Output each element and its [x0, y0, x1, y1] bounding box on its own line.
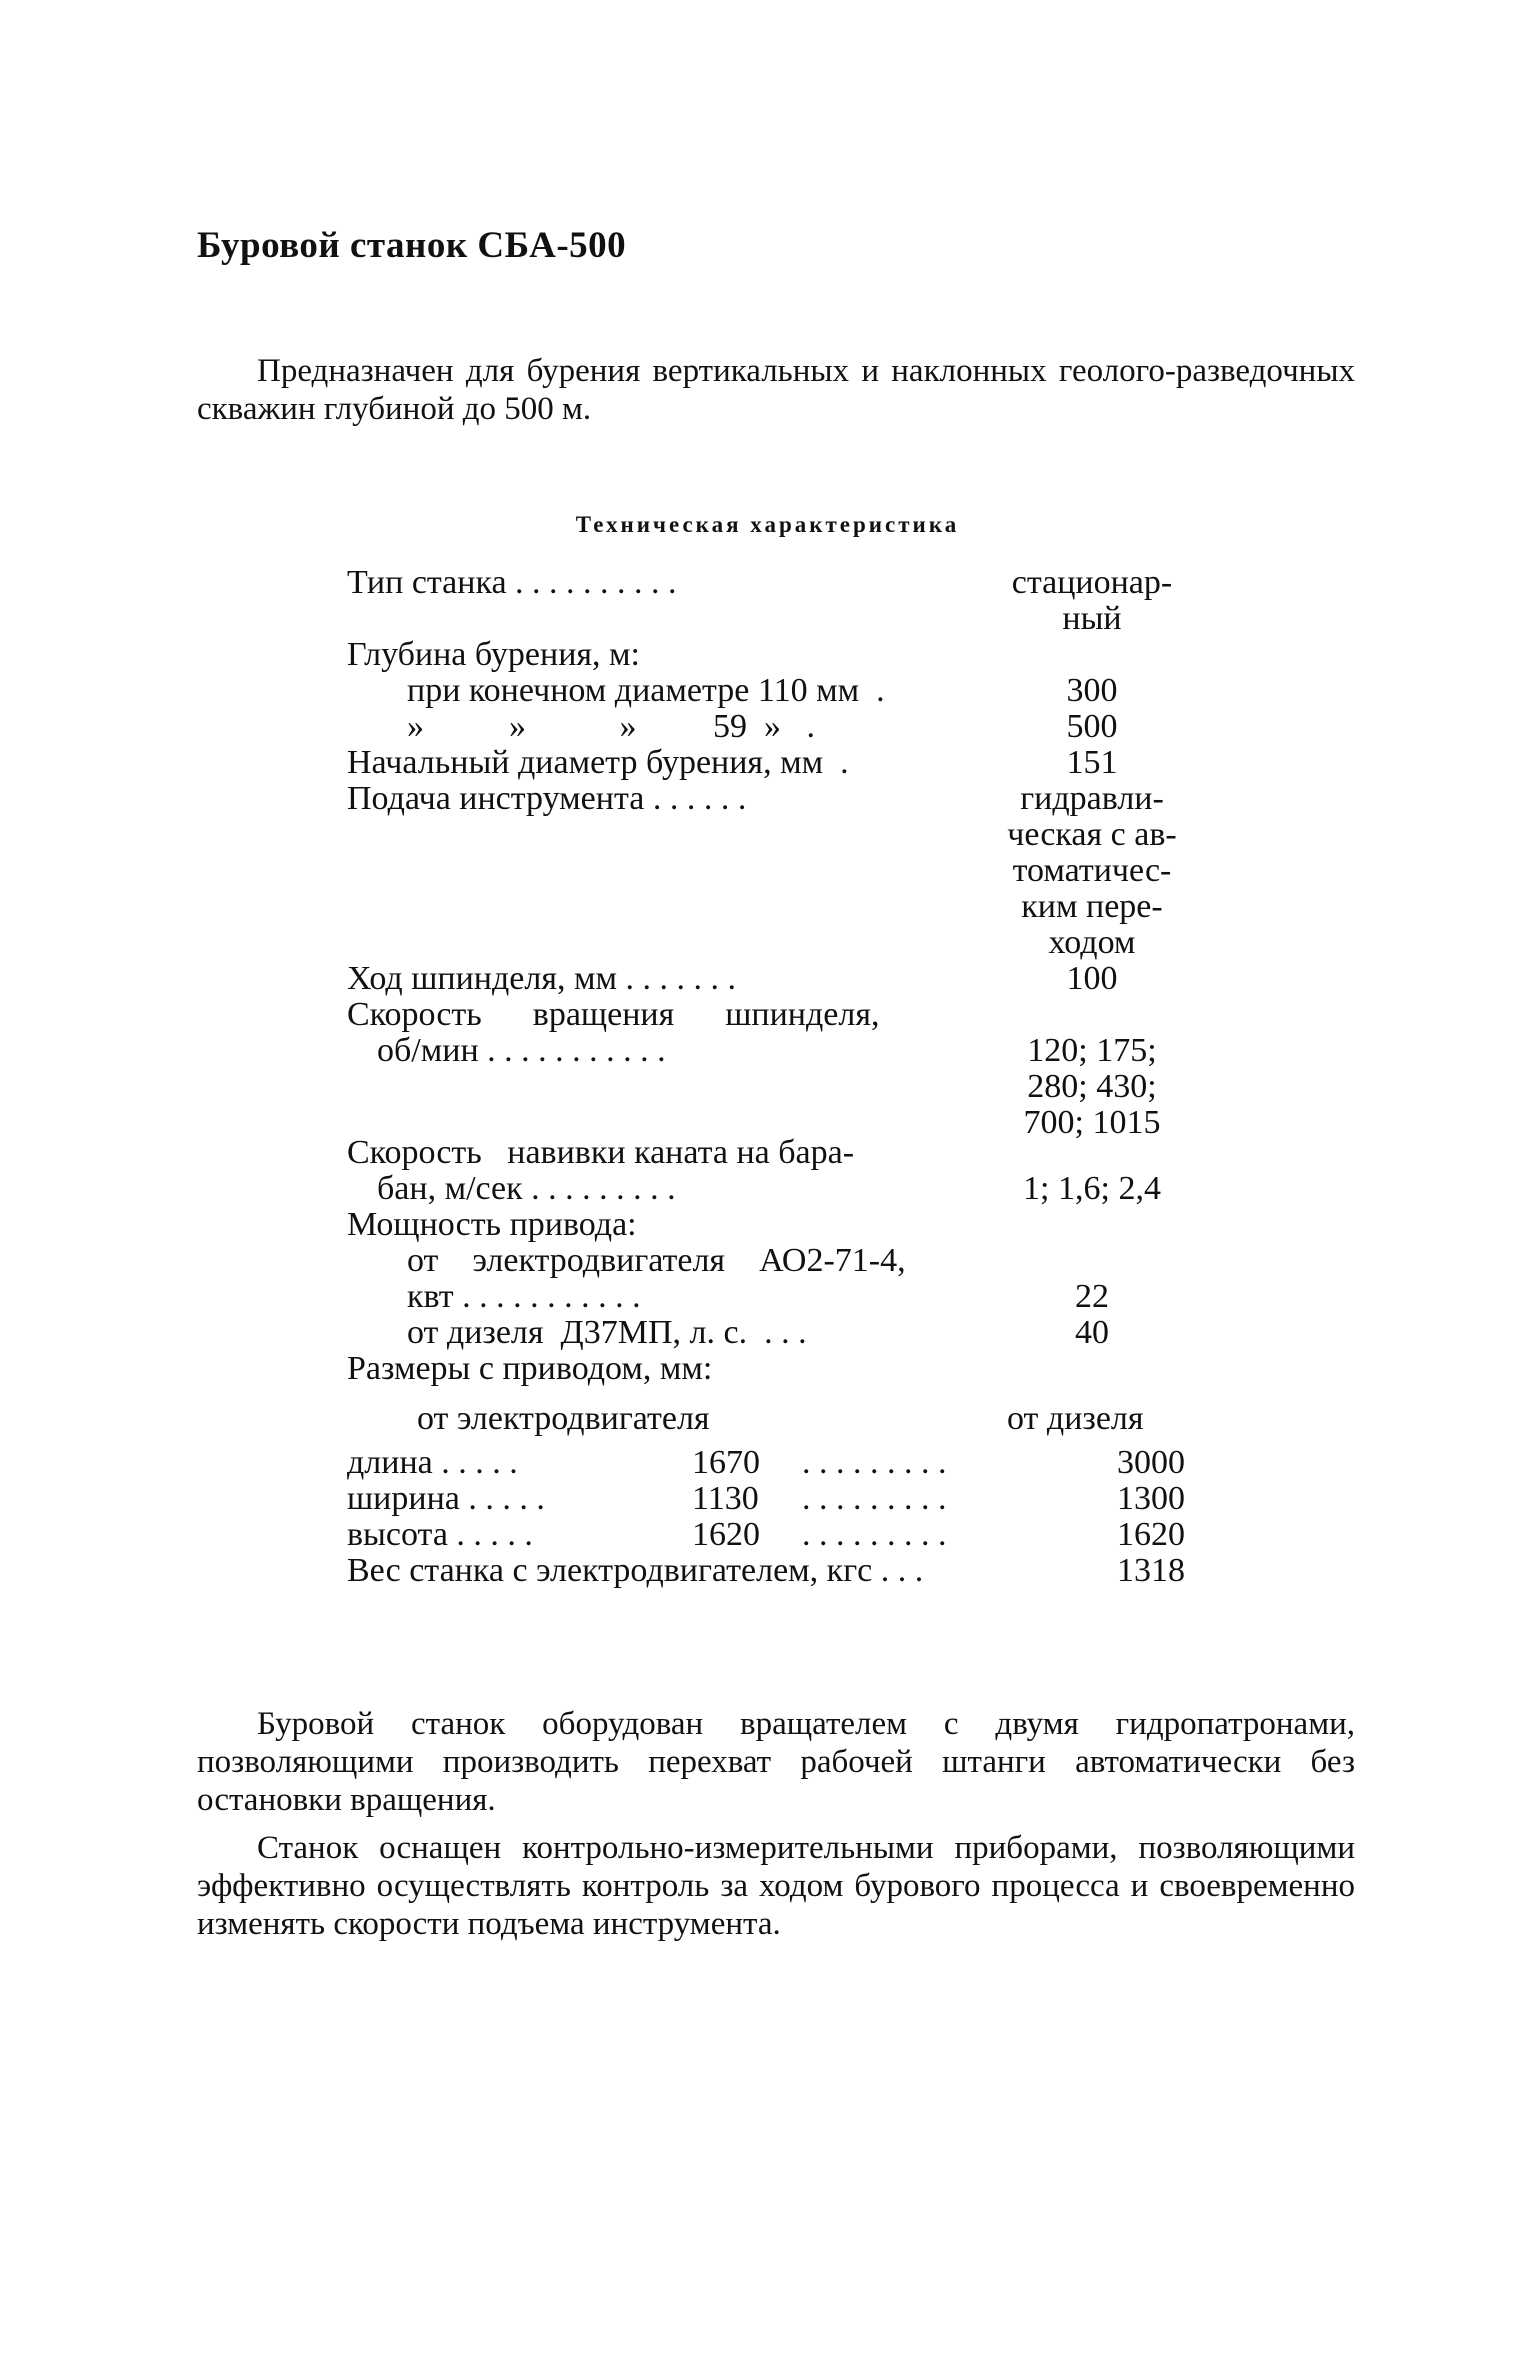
spec-label: от дизеля Д37МП, л. с. . . . — [407, 1314, 807, 1351]
spec-value: ческая с ав- — [1007, 816, 1177, 853]
dims-motor-value: 1670 — [692, 1444, 760, 1481]
spec-label: Ход шпинделя, мм . . . . . . . — [347, 960, 737, 997]
dims-diesel-value: 1620 — [1117, 1516, 1185, 1553]
spec-label: бан, м/сек . . . . . . . . . — [377, 1170, 676, 1207]
spec-label: об/мин . . . . . . . . . . . — [377, 1032, 666, 1069]
spec-value: 1; 1,6; 2,4 — [1023, 1170, 1161, 1207]
spec-value: 500 — [1066, 708, 1118, 745]
spec-row-power-motor-2 — [347, 1279, 1197, 1315]
spec-label: Тип станка . . . . . . . . . . — [347, 564, 677, 601]
dims-name: ширина . . . . . — [347, 1480, 545, 1517]
spec-label: квт . . . . . . . . . . . — [407, 1278, 641, 1315]
spec-value: ким пере- — [1021, 888, 1163, 925]
spec-value: 700; 1015 — [1023, 1104, 1161, 1141]
spec-label: Скорость вращения шпинделя, — [347, 996, 880, 1033]
spec-row-type — [347, 564, 1197, 637]
dims-name: длина . . . . . — [347, 1444, 518, 1481]
dims-col-motor: от электродвигателя — [417, 1400, 710, 1437]
spec-label: от электродвигателя АО2-71-4, — [407, 1242, 906, 1279]
spec-value: 151 — [1066, 744, 1118, 781]
dims-dots: . . . . . . . . . — [802, 1516, 947, 1553]
dims-header — [347, 1401, 1197, 1437]
spec-value: 100 — [1066, 960, 1118, 997]
spec-value: гидравли- — [1020, 780, 1164, 817]
spec-row-feed — [347, 780, 1197, 961]
spec-row-weight — [347, 1553, 1197, 1589]
spec-label: Глубина бурения, м: — [347, 636, 640, 673]
dims-diesel-value: 1300 — [1117, 1480, 1185, 1517]
spec-row-power — [347, 1207, 1197, 1243]
spec-label: Скорость навивки каната на бара- — [347, 1134, 855, 1171]
dims-motor-value: 1620 — [692, 1516, 760, 1553]
spec-row-dims — [347, 1351, 1197, 1387]
spec-label: » » » 59 » . — [407, 708, 815, 745]
spec-row-initial-diameter — [347, 745, 1197, 781]
body-paragraph-1: Буровой станок оборудован вращателем с двумя гидропатронами, позволяющими производить перехват рабочей штанги автоматически без остановки вращения. — [197, 1706, 1355, 1818]
dims-name: высота . . . . . — [347, 1516, 533, 1553]
spec-value: 280; 430; — [1027, 1068, 1157, 1105]
spec-row-speed — [347, 997, 1197, 1033]
spec-value: томатичес- — [1012, 852, 1172, 889]
spec-label: Вес станка с электродвигателем, кгс . . . — [347, 1552, 924, 1589]
dims-dots: . . . . . . . . . — [802, 1480, 947, 1517]
spec-value: ный — [1062, 600, 1122, 637]
spec-row-depth-59 — [347, 709, 1197, 745]
dims-row-length — [347, 1445, 1197, 1481]
spec-value: стационар- — [1011, 564, 1173, 601]
spec-label: при конечном диаметре 110 мм . — [407, 672, 885, 709]
page-title: Буровой станок СБА-500 — [197, 225, 627, 266]
dims-motor-value: 1130 — [692, 1480, 759, 1517]
spec-row-winding-2 — [347, 1171, 1197, 1207]
dims-row-height — [347, 1517, 1197, 1553]
spec-value: 40 — [1075, 1314, 1109, 1351]
spec-row-power-diesel — [347, 1315, 1197, 1351]
spec-row-winding — [347, 1135, 1197, 1171]
spec-row-power-motor — [347, 1243, 1197, 1279]
intro-paragraph: Предназначен для бурения вертикальных и наклонных геолого-разведочных скважин глубиной до 500 м. — [197, 353, 1355, 427]
spec-row-stroke — [347, 961, 1197, 997]
dims-diesel-value: 3000 — [1117, 1444, 1185, 1481]
spec-label: Начальный диаметр бурения, мм . — [347, 744, 849, 781]
spec-row-depth-110 — [347, 673, 1197, 709]
spec-value: 120; 175; — [1027, 1032, 1157, 1069]
spec-heading: Техническая характеристика — [575, 512, 960, 537]
body-paragraph-2: Станок оснащен контрольно-измерительными приборами, позволяющими эффективно осуществлять контроль за ходом бурового процесса и своевременно изменять скорости подъема инструмента. — [197, 1830, 1355, 1942]
spec-value: 1318 — [1117, 1552, 1185, 1589]
spec-label: Мощность привода: — [347, 1206, 637, 1243]
spec-label: Размеры с приводом, мм: — [347, 1350, 713, 1387]
spec-row-depth — [347, 637, 1197, 673]
spec-row-speed-2 — [347, 1032, 1197, 1141]
spec-value: ходом — [1048, 924, 1136, 961]
dims-col-diesel: от дизеля — [1007, 1400, 1144, 1437]
spec-value: 22 — [1075, 1278, 1109, 1315]
spec-label: Подача инструмента . . . . . . — [347, 780, 747, 817]
spec-value: 300 — [1066, 672, 1118, 709]
dims-row-width — [347, 1481, 1197, 1517]
dims-dots: . . . . . . . . . — [802, 1444, 947, 1481]
